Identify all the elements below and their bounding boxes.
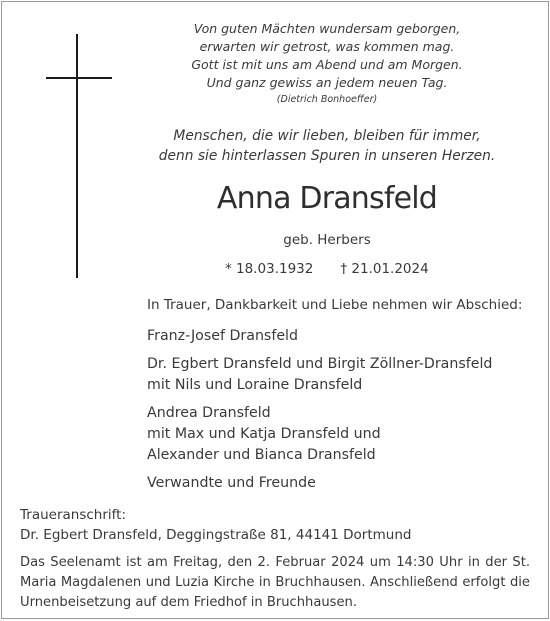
death-date: † 21.01.2024 [340,261,429,277]
mourning-address [20,505,411,545]
mourner-group [147,473,492,494]
poem-line: Von guten Mächten wundersam geborgen, [193,21,461,36]
birth-name: geb. Herbers [283,232,371,248]
birth-date: * 18.03.1932 [225,261,314,277]
deceased-name: Anna Dransfeld [216,181,438,216]
mourner-group [147,403,492,466]
life-dates [225,260,429,278]
quote-line: denn sie hinterlassen Spuren in unseren Herzen. [158,148,496,164]
quote-line: Menschen, die wir lieben, bleiben für immer, [173,128,481,144]
mourner-group [147,354,492,396]
service-info: Das Seelenamt ist am Freitag, den 2. Februar 2024 um 14:30 Uhr in der St. Maria Magdalenen und Luzia Kirche in Bruchhausen. Anschließend erfolgt die Urnenbeisetzung auf dem Friedhof in Bruchhausen. [20,555,530,610]
mourner-line: Alexander und Bianca Dransfeld [147,447,376,463]
memorial-quote [132,126,522,166]
poem-line: erwarten wir getrost, was kommen mag. [199,39,455,54]
cross-icon [46,34,112,278]
mourner-line: Verwandte und Freunde [147,475,316,491]
address-label: Traueranschrift: [20,507,126,523]
mourner-line: mit Max und Katja Dransfeld und [147,426,381,442]
poem-line: Gott ist mit uns am Abend und am Morgen. [191,57,463,72]
bonhoeffer-poem [132,20,522,106]
farewell-intro: In Trauer, Dankbarkeit und Liebe nehmen wir Abschied: [147,297,523,313]
poem-line: Und ganz gewiss an jedem neuen Tag. [206,75,448,90]
mourner-line: Andrea Dransfeld [147,405,271,421]
poem-author: (Dietrich Bonhoeffer) [276,94,378,105]
obituary-notice [1,1,549,619]
mourner-line: mit Nils und Loraine Dransfeld [147,377,363,393]
mourners-list [147,326,492,501]
mourner-line: Dr. Egbert Dransfeld und Birgit Zöllner-Dransfeld [147,356,493,372]
mourner-group [147,326,492,347]
mourner-line: Franz-Josef Dransfeld [147,328,298,344]
address-value: Dr. Egbert Dransfeld, Deggingstraße 81, 44141 Dortmund [20,527,412,543]
